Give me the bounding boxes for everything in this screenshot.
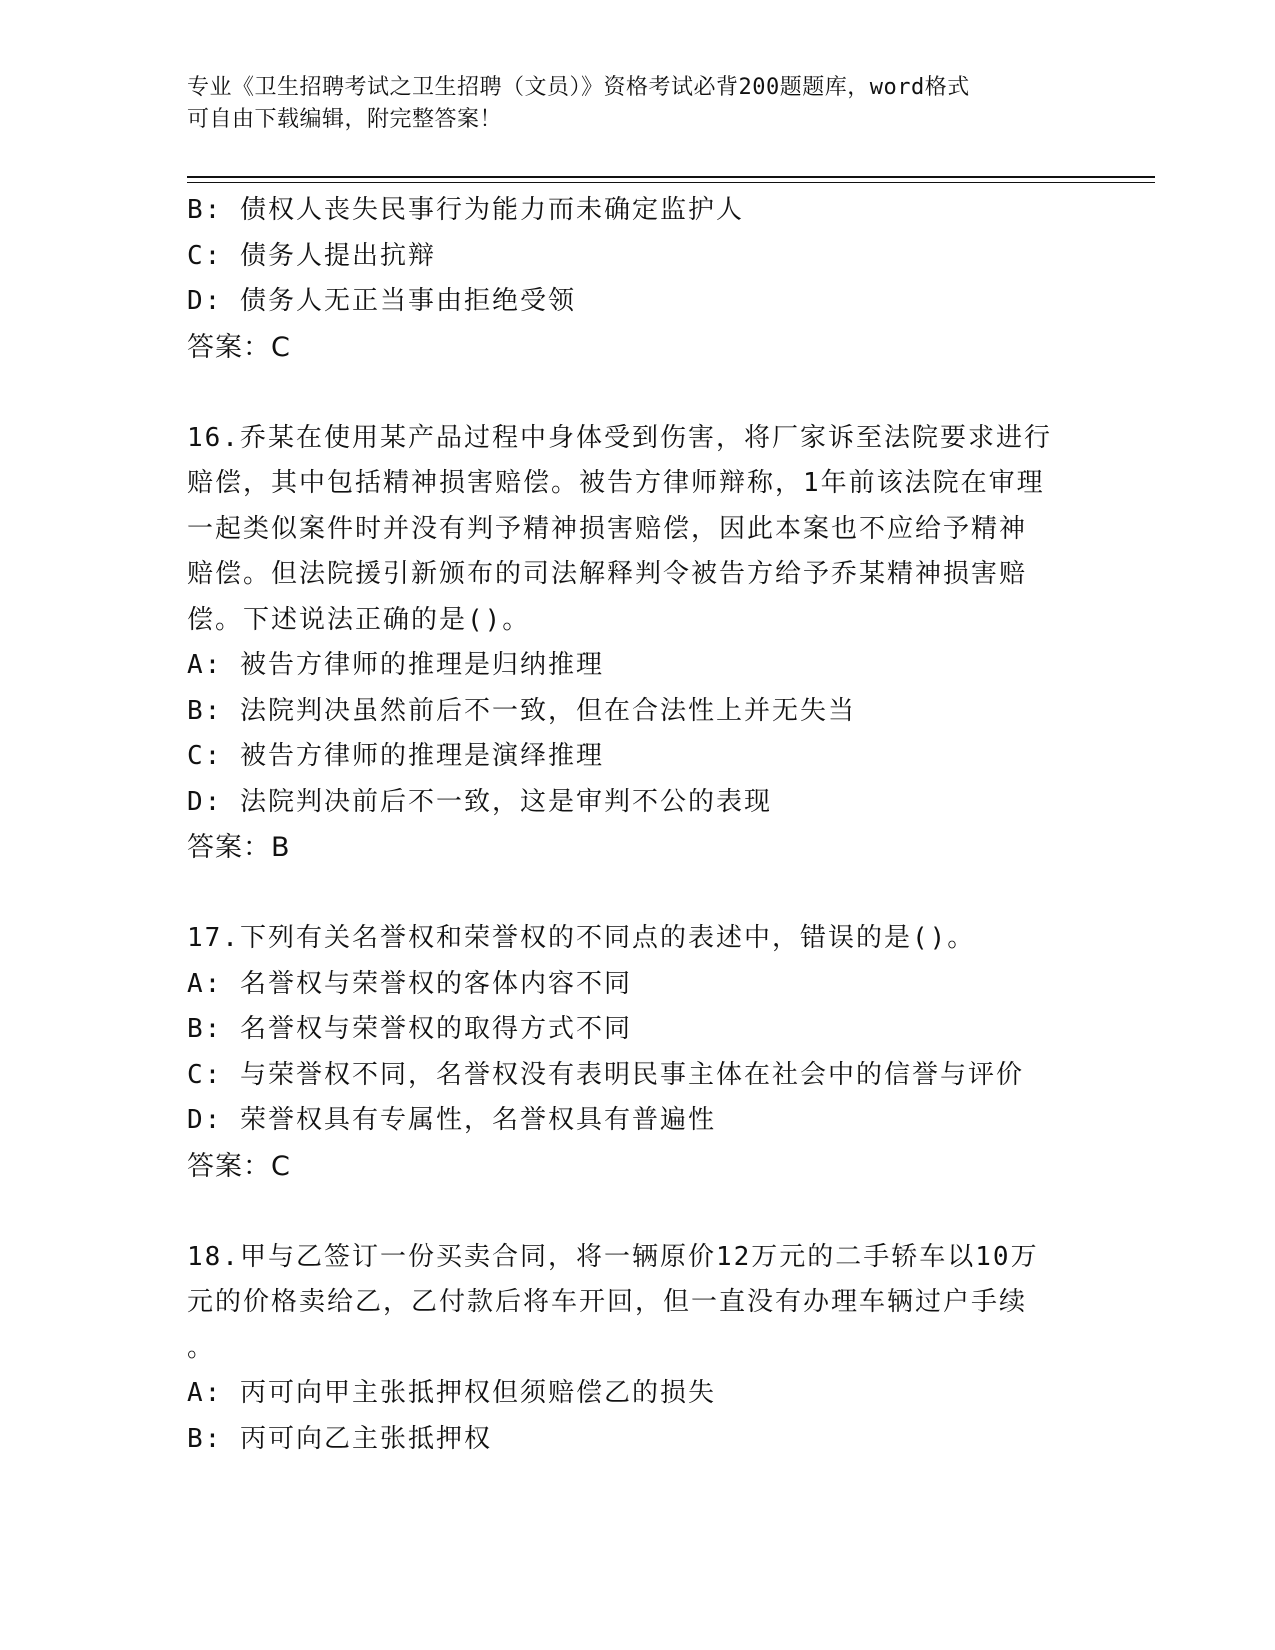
question-stem-line: 赔偿，其中包括精神损害赔偿。被告方律师辩称，1年前该法院在审理 bbox=[187, 468, 1045, 498]
option-b: B: 法院判决虽然前后不一致，但在合法性上并无失当 bbox=[187, 695, 856, 726]
option-a: A: 被告方律师的推理是归纳推理 bbox=[187, 650, 604, 680]
answer: 答案：B bbox=[187, 832, 291, 863]
question-16 bbox=[187, 416, 1087, 871]
question-stem-line: 一起类似案件时并没有判予精神损害赔偿，因此本案也不应给予精神 bbox=[187, 513, 1028, 544]
option-c: C: 与荣誉权不同，名誉权没有表明民事主体在社会中的信誉与评价 bbox=[187, 1059, 1024, 1090]
option-b: B: 丙可向乙主张抵押权 bbox=[187, 1423, 492, 1454]
option-d: D: 法院判决前后不一致，这是审判不公的表现 bbox=[187, 786, 772, 817]
spacer bbox=[187, 871, 1087, 917]
option-d: D: 债务人无正当事由拒绝受领 bbox=[187, 286, 576, 316]
spacer bbox=[187, 1189, 1087, 1235]
question-stem-line: 16.乔某在使用某产品过程中身体受到伤害，将厂家诉至法院要求进行 bbox=[187, 422, 1052, 453]
document-header bbox=[187, 72, 1067, 136]
option-a: A: 丙可向甲主张抵押权但须赔偿乙的损失 bbox=[187, 1378, 716, 1408]
option-c: C: 被告方律师的推理是演绎推理 bbox=[187, 741, 604, 771]
question-prev bbox=[187, 188, 1087, 370]
question-stem-line: 元的价格卖给乙，乙付款后将车开回，但一直没有办理车辆过户手续 bbox=[187, 1287, 1028, 1317]
header-line-1: 专业《卫生招聘考试之卫生招聘（文员）》资格考试必背200题题库，word格式 bbox=[187, 75, 970, 100]
option-a: A: 名誉权与荣誉权的客体内容不同 bbox=[187, 968, 632, 999]
answer: 答案：C bbox=[187, 1150, 291, 1182]
document-body bbox=[187, 188, 1087, 1462]
answer: 答案：C bbox=[187, 331, 291, 363]
question-stem-line: 17.下列有关名誉权和荣誉权的不同点的表述中，错误的是()。 bbox=[187, 923, 976, 953]
question-18 bbox=[187, 1235, 1087, 1463]
option-b: B: 名誉权与荣誉权的取得方式不同 bbox=[187, 1014, 632, 1044]
option-d: D: 荣誉权具有专属性，名誉权具有普遍性 bbox=[187, 1105, 716, 1135]
question-stem-line: 18.甲与乙签订一份买卖合同，将一辆原价12万元的二手轿车以10万 bbox=[187, 1241, 1039, 1272]
option-c: C: 债务人提出抗辩 bbox=[187, 240, 436, 271]
question-17 bbox=[187, 916, 1087, 1189]
spacer bbox=[187, 370, 1087, 416]
header-line-2: 可自由下载编辑，附完整答案！ bbox=[187, 107, 503, 132]
header-rule-thin bbox=[187, 182, 1155, 183]
question-stem-line: 赔偿。但法院援引新颁布的司法解释判令被告方给予乔某精神损害赔 bbox=[187, 559, 1028, 589]
question-stem-line: 。 bbox=[187, 1332, 216, 1363]
question-stem-line: 偿。下述说法正确的是()。 bbox=[187, 604, 531, 635]
option-b: B: 债权人丧失民事行为能力而未确定监护人 bbox=[187, 195, 744, 225]
header-rule-thick bbox=[187, 176, 1155, 178]
